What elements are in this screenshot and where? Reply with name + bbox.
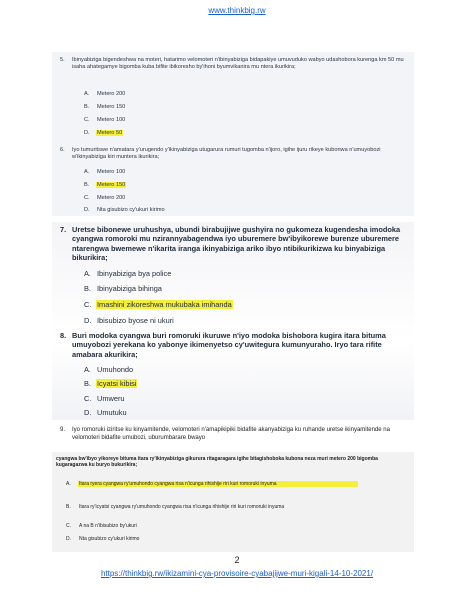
option-letter: C. [84,117,90,123]
question-number: 9. [60,427,66,433]
option-letter: B. [66,504,71,510]
option-label: Nta gisubizo cy'ukuri kirimo [79,536,140,542]
option-label: Umweru [97,394,125,403]
option-letter: D. [84,408,92,417]
question-text: Iyo romoruki iziritse ku kinyamitende, velomoteri n'amapikipiki bidafite akanyabiziga ku ruhande uretse ikinyamitende na velomoteri bidafite umubozi, uburumbarare bwayo [72,427,390,441]
question-7 [60,225,410,263]
option-label: Umutuku [97,408,127,417]
option-letter: A. [84,269,91,278]
option-label: Ibisubizo byose ni ukuri [97,316,174,325]
option-c[interactable] [84,195,404,202]
option-letter: D. [84,207,90,213]
option-label-highlighted: Metero 150 [97,182,126,188]
question-number: 7. [60,225,67,234]
option-c[interactable] [84,117,404,124]
option-label: Ibinyabiziga bihinga [97,284,162,293]
option-d[interactable] [84,207,404,214]
option-label: Umuhondo [97,365,134,374]
question-panel-9-continued [52,452,414,552]
option-label-highlighted: Imashini zikoreshwa mukubaka imihanda [97,300,232,309]
page-number: 2 [234,555,240,565]
option-letter: D. [84,316,92,325]
option-b-selected[interactable] [84,182,404,189]
option-d-selected[interactable] [84,130,404,137]
question-6 [60,147,410,162]
question-text: Iyo tumuritswe n'amatara y'urugendo y'ikinyabiziga utugarura rumuri tugomba n'ijoro, igihe ijuru rikeye kubonwa n'umuyobozi w'ikinyabiziga kiri muntera ikurikira; [72,147,381,161]
option-letter: B. [84,284,91,293]
option-label: Metero 200 [97,195,126,201]
option-label-highlighted: Itara ryera cyangwa ry'umuhondo cyangwa risa n'icunga rihishije riri kuri romoruki inyuma [78,481,358,487]
option-label: Metero 200 [97,91,126,97]
question-text: Buri modoka cyangwa buri romoruki ikuruwe n'iyo modoka bishobora kugira itara bituma umuyobozi yerekana ko yabonye ikimenyetso cy'uwitegura kumunyuraho. Iryo tara rifite amabara akurikira; [72,331,386,359]
option-a[interactable] [84,169,404,176]
option-b[interactable] [84,104,404,111]
option-label: Nta gisubizo cy'ukuri kirimo [97,207,165,213]
option-b[interactable] [66,504,376,510]
option-letter: D. [66,536,71,542]
option-c[interactable] [66,523,376,529]
option-a-selected[interactable] [66,481,376,487]
option-a[interactable] [84,365,404,374]
option-d[interactable] [66,536,376,542]
option-letter: A. [84,365,91,374]
question-number: 6. [60,147,65,153]
option-letter: C. [84,394,92,403]
option-letter: B. [84,104,90,110]
option-label: A na B n'ibisubizo by'ukuri [79,523,137,529]
question-8 [60,331,410,359]
question-5 [60,57,410,72]
question-number: 8. [60,331,67,340]
option-d[interactable] [84,408,404,417]
option-a[interactable] [84,91,404,98]
option-letter: C. [66,523,71,529]
question-panel-5-6 [52,52,414,216]
option-letter: A. [66,481,71,487]
option-label-highlighted: Icyatsi kibisi [97,379,137,388]
footer-source-link[interactable]: https://thinkbig.rw/ikizamini-cya-provisoire-cyabajijwe-muri-kigali-14-10-2021/ [100,569,374,578]
option-label: Metero 150 [97,104,126,110]
option-letter: A. [84,91,90,97]
option-label: Ibinyabiziga bya police [97,269,172,278]
question-panel-7-8 [52,222,414,420]
option-letter: A. [84,169,90,175]
option-letter: C. [84,195,90,201]
option-letter: C. [84,300,92,309]
option-b-selected[interactable] [84,379,404,388]
option-c-selected[interactable] [84,300,404,309]
header-site-link[interactable]: www.thinkbig.rw [208,6,266,15]
option-label: Metero 100 [97,117,126,123]
option-label-highlighted: Metero 50 [97,130,123,136]
option-d[interactable] [84,316,404,325]
option-letter: B. [84,182,90,188]
option-a[interactable] [84,269,404,278]
question-9 [60,427,410,442]
option-b[interactable] [84,284,404,293]
option-letter: D. [84,130,90,136]
question-text: cyangwa bw'ibyo yikoreye bituma itara ry'ikinyabiziga gikurura ritagaragara igihe bitagishoboka kubona neza muri metero 200 bigomba kugaragazwa ku buryo bukurikira; [56,456,378,469]
option-letter: B. [84,379,91,388]
question-text: Ibinyabiziga bigendeshwa na moteri, hatarimo velomoteri n'ibinyabiziga bidapakiye umuvuduko wabyo udashobora kurenga km 50 mu isaha ahategamye bigomba kuba bifite ibikoresho by'ihoni byumvikanira mu ntera ikurikira; [72,57,404,71]
option-label: Itara ry'icyatsi cyangwa ry'umuhondo cyangwa risa n'icunga rihishije riri kuri romoruki inyuma [79,504,285,510]
option-label: Metero 100 [97,169,126,175]
option-c[interactable] [84,394,404,403]
question-number: 5. [60,57,65,63]
question-text: Uretse bibonewe uruhushya, ubundi birabujijwe gushyira no gukomeza kugendesha imodoka cyangwa romoroki mu nzirannyabagendwa iyo uburemere bw'ibyikorewe burenze uburemere ntarengwa bwemewe n'ikarita iranga ikinyabiziga ariko ibyo ntibikurikizwa ku binyabiziga bikurikira; [72,225,401,263]
question-9-continued [56,456,406,468]
